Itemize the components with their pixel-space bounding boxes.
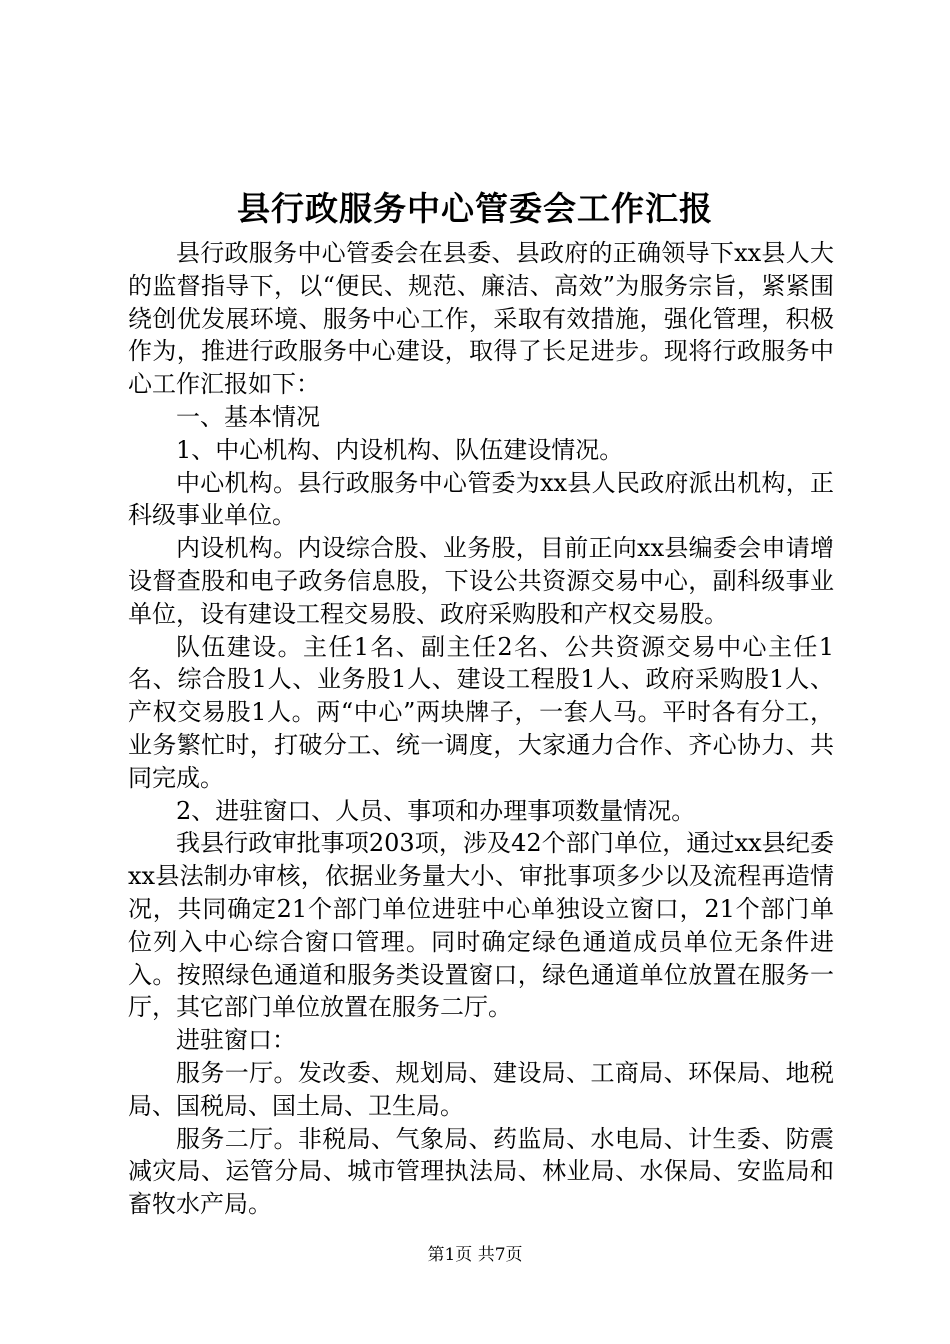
subheading-windows: 2、进驻窗口、人员、事项和办理事项数量情况。: [176, 796, 696, 825]
subheading-organization: 1、中心机构、内设机构、队伍建设情况。: [176, 435, 624, 464]
document-title: 县行政服务中心管委会工作汇报: [237, 189, 713, 228]
paragraph-center-organization: 中心机构。县行政服务中心管委为xx县人民政府派出机构，正科级事业单位。: [128, 468, 834, 530]
paragraph-internal-organization: 内设机构。内设综合股、业务股，目前正向xx县编委会申请增设督查股和电子政务信息股，下设公共资源交易中心，副科级事业单位，设有建设工程交易股、政府采购股和产权交易股。: [128, 534, 834, 628]
paragraph-hall-one: 服务一厅。发改委、规划局、建设局、工商局、环保局、地税局、国税局、国土局、卫生局。: [128, 1058, 834, 1120]
paragraph-team-building: 队伍建设。主任1名、副主任2名、公共资源交易中心主任1名、综合股1人、业务股1人、建设工程股1人、政府采购股1人、产权交易股1人。两“中心”两块牌子，一套人马。平时各有分工，业务繁忙时，打破分工、统一调度，大家通力合作、齐心协力、共同完成。: [128, 632, 834, 792]
page-number-footer: 第1页 共7页: [427, 1245, 523, 1265]
paragraph-windows-label: 进驻窗口：: [176, 1026, 296, 1055]
heading-basic-situation: 一、基本情况: [176, 402, 320, 431]
paragraph-intro: 县行政服务中心管委会在县委、县政府的正确领导下xx县人大的监督指导下，以“便民、规范、廉洁、高效”为服务宗旨，紧紧围绕创优发展环境、服务中心工作，采取有效措施，强化管理，积极作为，推进行政服务中心建设，取得了长足进步。现将行政服务中心工作汇报如下：: [128, 239, 834, 399]
paragraph-hall-two: 服务二厅。非税局、气象局、药监局、水电局、计生委、防震减灾局、运管分局、城市管理执法局、林业局、水保局、安监局和畜牧水产局。: [128, 1124, 834, 1219]
paragraph-approval-items: 我县行政审批事项203项，涉及42个部门单位，通过xx县纪委xx县法制办审核，依据业务量大小、审批事项多少以及流程再造情况，共同确定21个部门单位进驻中心单独设立窗口，21个部门单位列入中心综合窗口管理。同时确定绿色通道成员单位无条件进入。按照绿色通道和服务类设置窗口，绿色通道单位放置在服务一厅，其它部门单位放置在服务二厅。: [128, 829, 834, 1022]
document-body: [128, 237, 834, 1221]
